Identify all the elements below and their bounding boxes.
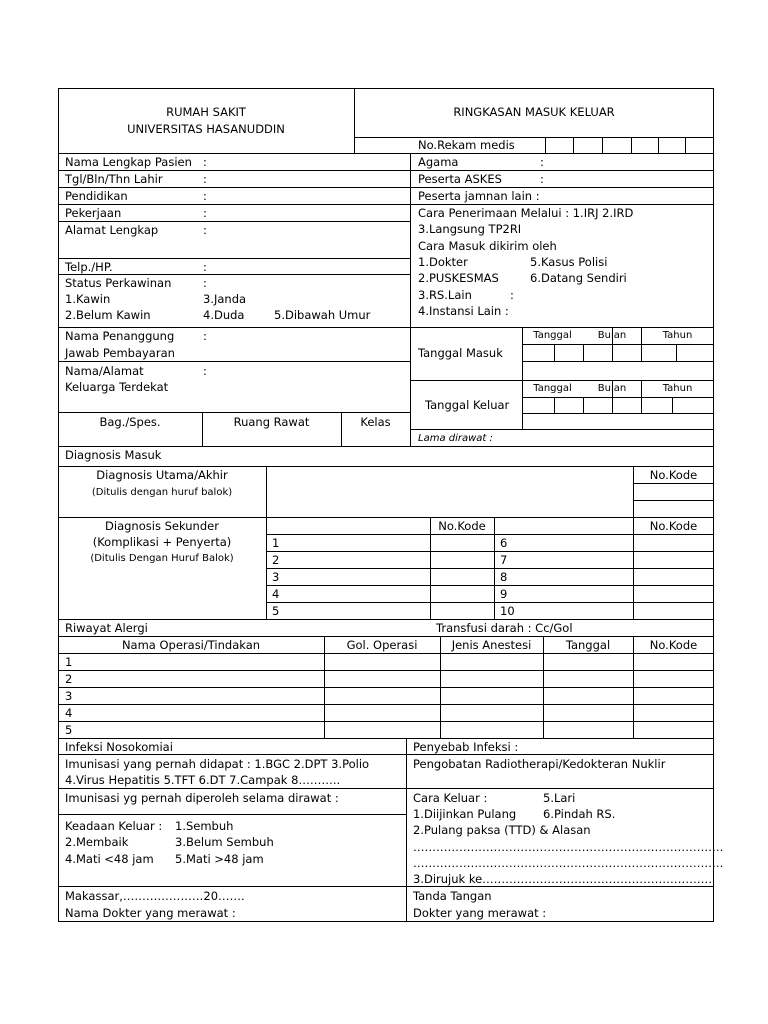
colon: : xyxy=(203,364,207,378)
rule xyxy=(522,361,714,362)
rule xyxy=(685,137,686,153)
rule xyxy=(554,344,555,361)
option-instansi-lain: 4.Instansi Lain : xyxy=(418,304,509,318)
transfusi-label: Transfusi darah : Cc/Gol xyxy=(436,621,573,635)
option-datang-sendiri: 6.Datang Sendiri xyxy=(530,271,627,285)
operasi-row-num: 1 xyxy=(65,655,73,669)
rule xyxy=(676,344,677,361)
operasi-header-anestesi: Jenis Anestesi xyxy=(451,638,532,652)
rule xyxy=(672,397,673,413)
tanggal-header: Tanggal xyxy=(533,383,572,394)
diag-num: 4 xyxy=(272,587,280,601)
rule xyxy=(58,221,410,222)
diag-num: 6 xyxy=(500,536,508,550)
rule xyxy=(58,788,714,789)
colon: : xyxy=(203,276,207,290)
option-puskesmas: 2.PUSKESMAS xyxy=(418,271,499,285)
komplikasi-label: (Komplikasi + Penyerta) xyxy=(92,535,232,549)
nokode-header: No.Kode xyxy=(649,468,698,482)
rule xyxy=(602,137,603,153)
rule xyxy=(494,517,495,619)
colon: : xyxy=(203,189,207,203)
rule xyxy=(522,344,714,345)
form-title: RINGKASAN MASUK KELUAR xyxy=(453,105,615,119)
rule xyxy=(410,380,714,381)
option-janda: 3.Janda xyxy=(203,292,247,306)
imunisasi-line1: Imunisasi yang pernah didapat : 1.BGC 2.DPT 3.Polio xyxy=(65,757,370,771)
lama-dirawat-label: Lama dirawat : xyxy=(418,433,493,444)
diag-num: 10 xyxy=(500,604,515,618)
rule xyxy=(545,137,546,153)
rule xyxy=(58,361,410,362)
option-belum-kawin: 2.Belum Kawin xyxy=(65,308,151,322)
kelas-label: Kelas xyxy=(360,415,391,429)
diagnosis-sekunder-note: (Ditulis Dengan Huruf Balok) xyxy=(90,553,234,564)
rule xyxy=(58,327,714,328)
colon: : xyxy=(203,329,207,343)
rule xyxy=(522,397,714,398)
colon: : xyxy=(203,172,207,186)
rule xyxy=(631,137,632,153)
option-sembuh: 1.Sembuh xyxy=(175,819,234,833)
nama-dokter-label: Nama Dokter yang merawat : xyxy=(65,906,236,920)
hospital-name-line1: RUMAH SAKIT xyxy=(166,105,246,119)
rule xyxy=(58,517,714,518)
rule xyxy=(658,137,659,153)
rule xyxy=(58,687,714,688)
operasi-header-gol: Gol. Operasi xyxy=(346,638,418,652)
imunisasi-rawat-label: Imunisasi yg pernah diperoleh selama dirawat : xyxy=(65,791,339,805)
alasan-dots: ……………………………………………………………………… xyxy=(413,840,724,854)
rule xyxy=(58,274,410,275)
field-penanggung-2: Jawab Pembayaran xyxy=(65,346,175,360)
option-pulang-paksa: 2.Pulang paksa (TTD) & Alasan xyxy=(413,823,591,837)
rule xyxy=(266,551,714,552)
diag-num: 9 xyxy=(500,587,508,601)
diag-num: 8 xyxy=(500,570,508,584)
rule xyxy=(58,886,714,887)
rule xyxy=(58,170,714,171)
rule xyxy=(354,137,714,138)
rule xyxy=(573,137,574,153)
tahun-header: Tahun xyxy=(662,383,693,394)
bag-spes-label: Bag./Spes. xyxy=(99,415,161,429)
rule xyxy=(58,653,714,654)
rule xyxy=(58,670,714,671)
option-pindah-rs: 6.Pindah RS. xyxy=(543,807,616,821)
option-rs-lain: 3.RS.Lain xyxy=(418,288,472,302)
rule xyxy=(58,466,714,467)
rule xyxy=(554,397,555,413)
rule xyxy=(58,619,714,620)
option-mati-kurang-48: 4.Mati <48 jam xyxy=(65,852,154,866)
rule xyxy=(583,344,584,361)
rule xyxy=(266,585,714,586)
colon: : xyxy=(510,288,514,302)
rule xyxy=(58,704,714,705)
rule xyxy=(633,466,634,619)
option-dibawah-umur: 5.Dibawah Umur xyxy=(274,308,371,322)
tanda-tangan-label: Tanda Tangan xyxy=(413,889,492,903)
cara-masuk: Cara Masuk dikirim oleh xyxy=(418,239,557,253)
option-duda: 4.Duda xyxy=(203,308,245,322)
rule xyxy=(266,466,267,619)
tanggal-keluar-label: Tanggal Keluar xyxy=(425,398,510,412)
rule xyxy=(633,483,714,484)
option-kawin: 1.Kawin xyxy=(65,292,111,306)
tahun-header: Tahun xyxy=(662,330,693,341)
field-status: Status Perkawinan xyxy=(65,276,172,290)
riwayat-alergi-label: Riwayat Alergi xyxy=(65,621,148,635)
imunisasi-line2: 4.Virus Hepatitis 5.TFT 6.DT 7.Campak 8……….. xyxy=(65,773,341,787)
colon: : xyxy=(203,223,207,237)
operasi-header-nokode: No.Kode xyxy=(649,638,698,652)
alasan-dots: ……………………………………………………………………… xyxy=(413,856,724,870)
operasi-header-tanggal: Tanggal xyxy=(565,638,611,652)
field-keluarga: Nama/Alamat xyxy=(65,364,144,378)
diagnosis-sekunder-label: Diagnosis Sekunder xyxy=(105,519,219,533)
field-agama: Agama xyxy=(418,155,459,169)
diagnosis-masuk-label: Diagnosis Masuk xyxy=(65,448,162,462)
rule xyxy=(266,534,714,535)
nokode-header: No.Kode xyxy=(649,519,698,533)
option-dokter: 1.Dokter xyxy=(418,255,468,269)
field-tgl-lahir: Tgl/Bln/Thn Lahir xyxy=(65,172,163,186)
rule xyxy=(58,738,714,739)
diag-num: 7 xyxy=(500,553,508,567)
field-telp: Telp./HP. xyxy=(65,260,113,274)
field-pendidikan: Pendidikan xyxy=(65,189,128,203)
keadaan-keluar-label: Keadaan Keluar : xyxy=(65,819,163,833)
rule xyxy=(58,258,410,259)
option-belum-sembuh: 3.Belum Sembuh xyxy=(175,835,274,849)
cara-penerimaan: Cara Penerimaan Melalui : 1.IRJ 2.IRD xyxy=(418,206,634,220)
tanggal-masuk-label: Tanggal Masuk xyxy=(418,346,503,360)
colon: : xyxy=(540,172,544,186)
ruang-rawat-label: Ruang Rawat xyxy=(233,415,310,429)
bulan-header: Bulan xyxy=(597,330,627,341)
option-membaik: 2.Membaik xyxy=(65,835,129,849)
rule xyxy=(58,721,714,722)
rule xyxy=(58,754,714,755)
colon: : xyxy=(540,155,544,169)
operasi-row-num: 4 xyxy=(65,706,73,720)
nokode-header: No.Kode xyxy=(438,519,486,533)
operasi-row-num: 3 xyxy=(65,689,73,703)
rule xyxy=(406,738,407,922)
option-kasus-polisi: 5.Kasus Polisi xyxy=(530,255,608,269)
option-lari: 5.Lari xyxy=(543,791,576,805)
field-jaminan: Peserta jamnan lain : xyxy=(418,189,540,203)
diag-num: 5 xyxy=(272,604,280,618)
option-diijinkan-pulang: 1.Diijinkan Pulang xyxy=(413,807,517,821)
colon: : xyxy=(203,260,207,274)
colon: : xyxy=(203,155,207,169)
rule xyxy=(354,88,355,153)
field-askes: Peserta ASKES xyxy=(418,172,502,186)
rule xyxy=(58,153,714,154)
rule xyxy=(266,568,714,569)
rule xyxy=(58,187,714,188)
dokter-merawat-label: Dokter yang merawat : xyxy=(413,906,547,920)
infeksi-label: Infeksi Nosokomiai xyxy=(65,740,173,754)
rule xyxy=(58,636,714,637)
rekam-medis-label: No.Rekam medis xyxy=(418,138,515,152)
field-alamat: Alamat Lengkap xyxy=(65,223,159,237)
diagnosis-utama-note: (Ditulis dengan huruf balok) xyxy=(91,487,233,498)
rule xyxy=(410,153,411,446)
option-dirujuk: 3.Dirujuk ke…………………………………………………… xyxy=(413,872,713,886)
rule xyxy=(583,397,584,413)
rule xyxy=(522,413,714,414)
rule xyxy=(58,446,714,447)
rule xyxy=(266,602,714,603)
operasi-row-num: 2 xyxy=(65,672,73,686)
operasi-header-nama: Nama Operasi/Tindakan xyxy=(121,638,261,652)
field-penanggung: Nama Penanggung xyxy=(65,329,175,343)
rule xyxy=(58,814,406,815)
diag-num: 2 xyxy=(272,553,280,567)
rule xyxy=(410,429,714,430)
makassar-date: Makassar,…………………20……. xyxy=(65,889,245,903)
langsung-tp2ri: 3.Langsung TP2RI xyxy=(418,222,522,236)
colon: : xyxy=(203,206,207,220)
penyebab-infeksi-label: Penyebab Infeksi : xyxy=(413,740,519,754)
cara-keluar-label: Cara Keluar : xyxy=(413,791,488,805)
tanggal-header: Tanggal xyxy=(533,330,572,341)
diag-num: 1 xyxy=(272,536,280,550)
field-nama: Nama Lengkap Pasien xyxy=(65,155,192,169)
field-keluarga-2: Keluarga Terdekat xyxy=(65,380,169,394)
rule xyxy=(58,204,714,205)
operasi-row-num: 5 xyxy=(65,723,73,737)
rule xyxy=(58,412,410,413)
option-mati-lebih-48: 5.Mati >48 jam xyxy=(175,852,264,866)
bulan-header: Bulan xyxy=(597,383,627,394)
hospital-name-line2: UNIVERSITAS HASANUDDIN xyxy=(127,122,285,136)
diag-num: 3 xyxy=(272,570,280,584)
radioterapi-label: Pengobatan Radiotherapi/Kedokteran Nuklir xyxy=(413,757,666,771)
rule xyxy=(633,500,714,501)
field-pekerjaan: Pekerjaan xyxy=(65,206,122,220)
diagnosis-utama-label: Diagnosis Utama/Akhir xyxy=(96,468,228,482)
